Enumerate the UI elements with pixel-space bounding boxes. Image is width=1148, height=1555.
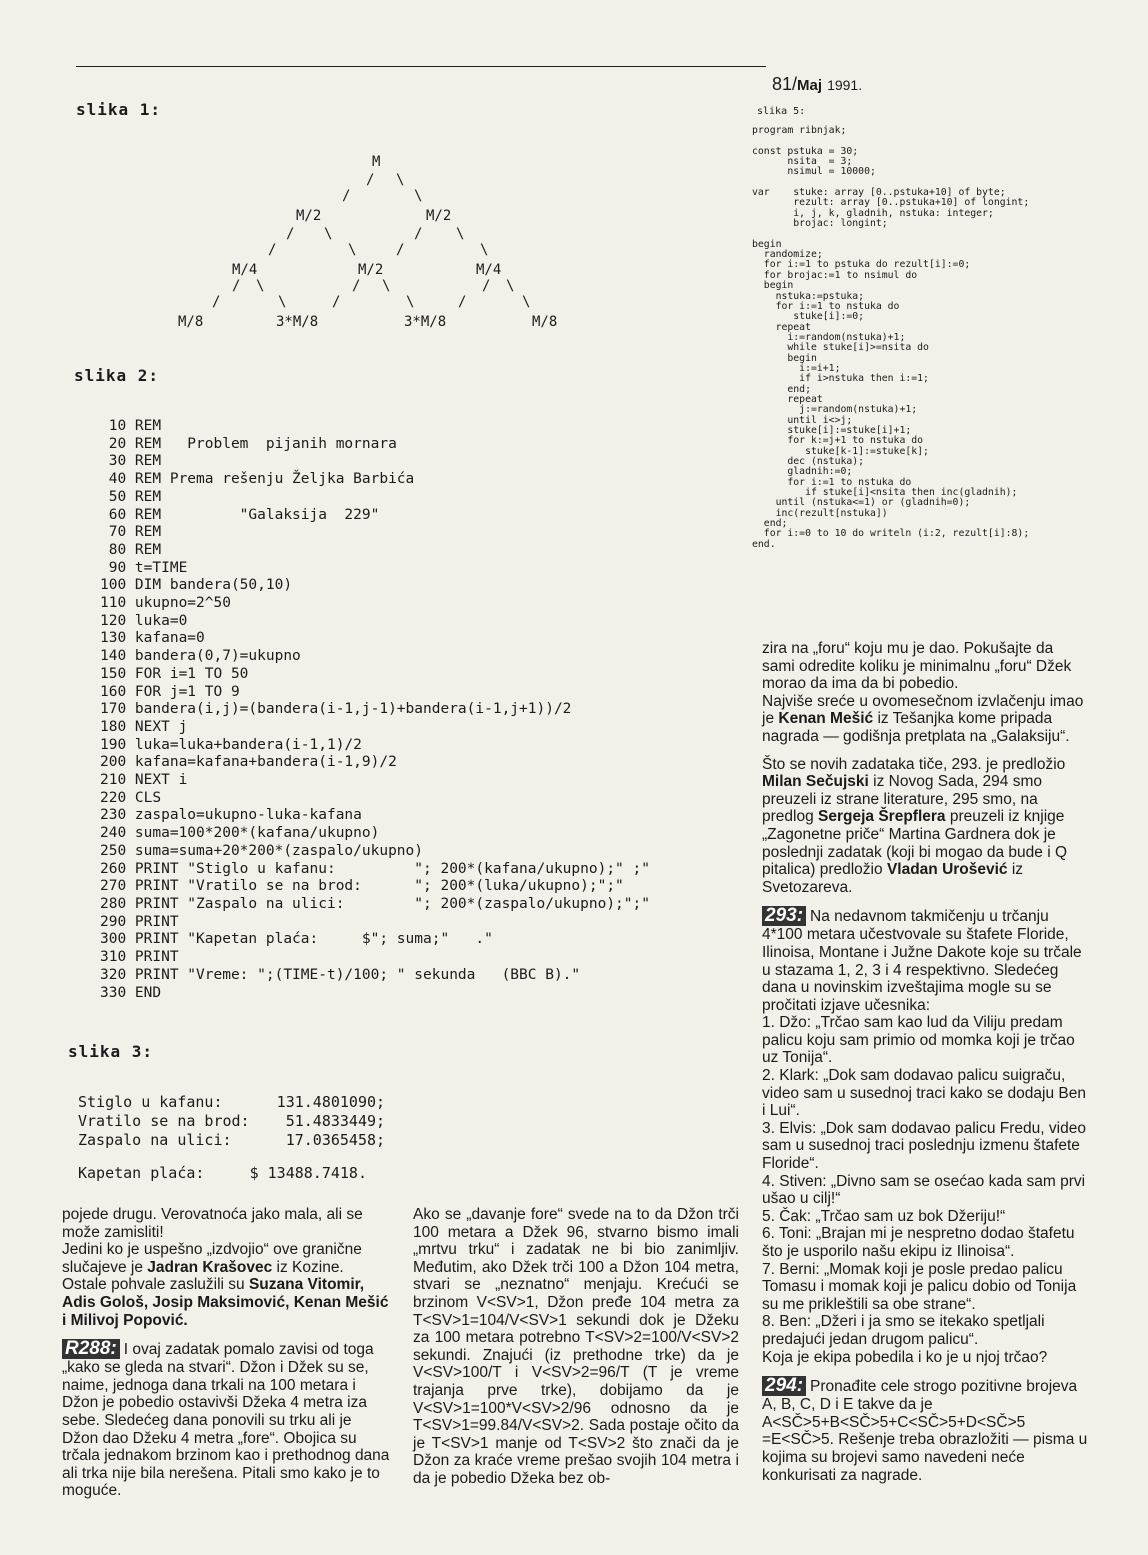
names-bold: Suzana Vitomir, Adis Gološ, Josip Maksimović, Kenan Mešić i Milivoj Popović. bbox=[62, 1276, 389, 1329]
code-line: 260 PRINT "Stiglo u kafanu: "; 200*(kafana/ukupno);" ;" bbox=[100, 860, 650, 877]
text: Pronađite cele strogo pozitivne brojeva A, B, C, D i E takve da je A<SČ>5+B<SČ>5+C<SČ>5+D<SČ>5 =E<SČ>5. Rešenje treba obrazložiti — pisma u kojima su brojevi samo navedeni neće konkurisati za nagrade. bbox=[762, 1378, 1088, 1484]
tree-edge: / bbox=[366, 172, 375, 188]
code-line: 130 kafana=0 bbox=[100, 630, 205, 647]
code-line: 50 REM bbox=[100, 488, 162, 505]
code-line: 320 PRINT "Vreme: ";(TIME-t)/100; " sekunda (BBC B)." bbox=[100, 966, 581, 983]
tree-node: 3*M/8 bbox=[276, 314, 319, 330]
tree-edge: \ bbox=[382, 278, 391, 294]
fig3-label: slika 3: bbox=[68, 1042, 154, 1061]
code-line: 110 ukupno=2^50 bbox=[100, 595, 231, 612]
tree-edge: / bbox=[458, 294, 467, 310]
left-column bbox=[62, 1206, 390, 1500]
tree-edge: / bbox=[482, 278, 491, 294]
code-line: 90 t=TIME bbox=[100, 559, 188, 576]
code-line: 70 REM bbox=[100, 524, 162, 541]
code-line: 60 REM "Galaksija 229" bbox=[100, 506, 380, 523]
result-row: Vratilo se na brod: 51.4833449; bbox=[78, 1112, 386, 1130]
code-line: 200 kafana=kafana+bandera(i-1,9)/2 bbox=[100, 754, 397, 771]
tree-edge: / bbox=[286, 226, 295, 242]
tree-edge: / bbox=[342, 188, 351, 204]
issue-separator: / bbox=[792, 74, 798, 94]
problem-tag: 293: bbox=[762, 906, 806, 926]
paragraph bbox=[62, 1241, 390, 1329]
code-line: 190 luka=luka+bandera(i-1,1)/2 bbox=[100, 736, 362, 753]
code-line: 80 REM bbox=[100, 541, 162, 558]
paragraph: pojede drugu. Verovatnoća jako mala, ali se može zamisliti! bbox=[62, 1206, 363, 1241]
code-line: 250 suma=suma+20*200*(zaspalo/ukupno) bbox=[100, 842, 424, 859]
tree-edge: \ bbox=[256, 278, 265, 294]
code-line: 140 bandera(0,7)=ukupno bbox=[100, 648, 301, 665]
paragraph bbox=[762, 906, 1089, 1014]
fig1-tree bbox=[170, 150, 590, 335]
pascal-listing: program ribnjak; const pstuka = 30; nsita = 3; nsimul = 10000; var stuke: array [0..pstuka+10] of byte; rezult: array [0..pstuka+10] of longint; i, j, k, gladnih, nstuka: integer; brojac: longint; begin randomize; for i:=1 to pstuka do rezult[i]:=0; for brojac:=1 to nsimul do begin nstuka:=pstuka; for i:=1 to nstuka do stuke[i]:=0; repeat i:=random(nstuka)+1; while stuke[i]>=nsita do begin i:=i+1; if i>nstuka then i:=1; end; repeat j:=random(nstuka)+1; until i<>j; stuke[i]:=stuke[i]+1; for k:=j+1 to nstuka do stuke[k-1]:=stuke[k]; dec (nstuka); gladnih:=0; for i:=1 to nstuka do if stuke[i]<nsita then inc(gladnih); until (nstuka<=1) or (gladnih=0); inc(rezult[nstuka]) end; for i:=0 to 10 do writeln (i:2, rezult[i]:8); end. bbox=[752, 125, 1030, 550]
tree-node: M/8 bbox=[178, 314, 204, 330]
right-column bbox=[762, 640, 1089, 1484]
tree-edge: / bbox=[396, 242, 405, 258]
tree-edge: \ bbox=[414, 188, 423, 204]
code-line: 270 PRINT "Vratilo se na brod: "; 200*(luka/ukupno);";" bbox=[100, 878, 624, 895]
list-item: 6. Toni: „Brajan mi je nespretno dodao štafetu što je usporilo našu ekipu iz Ilinoisa“. bbox=[762, 1225, 1075, 1260]
code-line: 230 zaspalo=ukupno-luka-kafana bbox=[100, 807, 362, 824]
problem-tag: 294: bbox=[762, 1376, 806, 1396]
tree-node: M bbox=[372, 154, 381, 170]
issue-year: 1991. bbox=[827, 77, 863, 93]
code-line: 220 CLS bbox=[100, 789, 162, 806]
issue-number: 81 bbox=[772, 74, 793, 94]
result-row: Zaspalo na ulici: 17.0365458; bbox=[78, 1131, 386, 1149]
name-bold: Jadran Krašovec bbox=[147, 1258, 273, 1276]
tree-node: M/2 bbox=[296, 208, 322, 224]
code-line: 240 suma=100*200*(kafana/ukupno) bbox=[100, 825, 380, 842]
tree-edge: \ bbox=[278, 294, 287, 310]
tree-edge: / bbox=[212, 294, 221, 310]
result-row: Stiglo u kafanu: 131.4801090; bbox=[78, 1093, 386, 1111]
text: Što se novih zadataka tiče, 293. je predložio bbox=[762, 755, 1066, 773]
fig2-label: slika 2: bbox=[74, 366, 160, 385]
text: I ovaj zadatak pomalo zavisi od toga „kako se gleda na stvari“. Džon i Džek su se, naime, jednoga dana trkali na 100 metara i Džon je pobedio ostavivši Džeka 4 metra iza sebe. Sledećeg dana ponovili su trku ali je Džon dao Džeku 4 metra „fore“. Obojica su trčala jednakom brzinom kao i prethodnog dana ali trka nije bila nerešena. Pitali smo kako je to moguće. bbox=[62, 1341, 390, 1500]
tree-edge: / bbox=[414, 226, 423, 242]
name-bold: Sergeja Šrepflera bbox=[818, 808, 946, 826]
code-line: 120 luka=0 bbox=[100, 612, 188, 629]
list-item: 2. Klark: „Dok sam dodavao palicu suigraču, video sam u susednoj traci kako se dodaju Ben i Lui“. bbox=[762, 1067, 1086, 1120]
text: Jedini ko je uspešno „izdvojio“ ove granične slučajeve je bbox=[62, 1241, 362, 1276]
text: iz Tešanjka kome pripada nagrada — godišnja pretplata na „Galaksiju“. bbox=[762, 710, 1070, 745]
middle-column bbox=[413, 1206, 739, 1488]
list-item: 8. Ben: „Džeri i ja smo se itekako spetljali predajući jedan drugom palicu“. bbox=[762, 1313, 1045, 1348]
code-line: 170 bandera(i,j)=(bandera(i-1,j-1)+bandera(i-1,j+1))/2 bbox=[100, 701, 572, 718]
tree-edge: / bbox=[232, 278, 241, 294]
tree-edge: \ bbox=[406, 294, 415, 310]
tree-node: 3*M/8 bbox=[404, 314, 447, 330]
name-bold: Kenan Mešić bbox=[778, 710, 874, 728]
paragraph: Ako se „davanje fore“ svede na to da Džon trči 100 metara a Džek 96, stvarno bismo imali „mrtvu trku“ i zadatak ne bi bio zanimljiv. Međutim, ako Džek trči 100 a Džon 104 metra, stvari se „neznatno“ menjaju. Krećući se brzinom V<SV>1, Džon pređe 104 metra za T<SV>1=104/V<SV>1 sekundi dok je Džeku za 100 metara potrebno T<SV>2=100/V<SV>2 sekundi. Znajući (iz prethodne trke) da je V<SV>100/T i V<SV>2=96/T (T je vreme trajanja prve trke), dobijamo da je V<SV>1=100*V<SV>2/96 odnosno da je T<SV>1=99.84/V<SV>2. Sada postaje očito da je T<SV>1 manje od T<SV>2 što znači da je Džon za kraće vreme prešao svojih 104 metra i da je pobedio Džeka bez ob- bbox=[413, 1206, 739, 1487]
tree-edge: \ bbox=[506, 278, 515, 294]
results-block bbox=[78, 1093, 385, 1150]
paragraph: zira na „foru“ koju mu je dao. Pokušajte da sami odredite koliku je minimalnu „foru“ Džek morao da ima da bi pobedio. bbox=[762, 640, 1072, 693]
code-line: 40 REM Prema rešenju Željka Barbića bbox=[100, 471, 415, 488]
tree-edge: \ bbox=[480, 242, 489, 258]
basic-listing bbox=[100, 418, 650, 1002]
tree-edge: / bbox=[268, 242, 277, 258]
text: preuzeli iz knjige „Zagonetne priče“ Martina Gardnera dok je poslednji zadatak (koji bi mogao da bude i Q pitalica) predložio bbox=[762, 808, 1068, 879]
captain-result: Kapetan plaća: $ 13488.7418. bbox=[78, 1164, 367, 1182]
issue-month: Maj bbox=[797, 77, 823, 94]
tree-edge: \ bbox=[522, 294, 531, 310]
code-line: 180 NEXT j bbox=[100, 718, 188, 735]
tree-node: M/2 bbox=[426, 208, 452, 224]
list-item: 7. Berni: „Momak koji je posle predao palicu Tomasu i momak koji je palicu dobio od Tonija su me prikleštili sa obe strane“. bbox=[762, 1260, 1077, 1313]
question: Koja je ekipa pobedila i ko je u njoj trčao? bbox=[762, 1348, 1048, 1366]
code-line: 210 NEXT i bbox=[100, 772, 188, 789]
text: iz Kozine. Ostale pohvale zaslužili su bbox=[62, 1258, 344, 1294]
list-item: 4. Stiven: „Divno sam se osećao kada sam prvi ušao u cilj!“ bbox=[762, 1172, 1086, 1208]
code-line: 100 DIM bandera(50,10) bbox=[100, 577, 293, 594]
tree-node: M/2 bbox=[358, 262, 384, 278]
code-line: 300 PRINT "Kapetan plaća: $"; suma;" ." bbox=[100, 931, 493, 948]
code-line: 290 PRINT bbox=[100, 913, 179, 930]
tree-edge: / bbox=[332, 294, 341, 310]
code-line: 10 REM bbox=[100, 418, 162, 434]
paragraph bbox=[762, 1376, 1089, 1484]
list-item: 1. Džo: „Trčao sam kao lud da Viliju predam palicu koju sam primio od momka koji je trčao uz Tonija“. bbox=[762, 1014, 1075, 1067]
top-rule bbox=[76, 66, 766, 67]
list-item: 3. Elvis: „Dok sam dodavao palicu Fredu, video sam u susednoj traci poslednju izmenu štafete Floride“. bbox=[762, 1119, 1086, 1173]
tree-node: M/4 bbox=[476, 262, 502, 278]
code-line: 20 REM Problem pijanih mornara bbox=[100, 435, 397, 452]
tree-edge: / bbox=[352, 278, 361, 294]
code-line: 30 REM bbox=[100, 453, 162, 470]
page-header bbox=[772, 74, 862, 95]
tree-edge: \ bbox=[348, 242, 357, 258]
tree-edge: \ bbox=[456, 226, 465, 242]
fig1-label: slika 1: bbox=[76, 100, 162, 119]
tree-edge: \ bbox=[324, 226, 333, 242]
fig5-label: slika 5: bbox=[757, 106, 806, 117]
text: Na nedavnom takmičenju u trčanju 4*100 metara učestvovale su štafete Floride, Ilinoisa, Montane i Južne Dakote koje su trčale u stazama 1, 2, 3 i 4 respektivno. Sledećeg dana u novinskim izveštajima mogle su se pročitati izjave učesnika: bbox=[762, 908, 1082, 1014]
tree-edge: \ bbox=[396, 172, 405, 188]
paragraph bbox=[762, 693, 1089, 746]
code-line: 160 FOR j=1 TO 9 bbox=[100, 683, 240, 700]
name-bold: Vladan Urošević bbox=[886, 861, 1008, 879]
text: iz Svetozareva. bbox=[762, 861, 1024, 896]
paragraph bbox=[762, 756, 1089, 897]
list-item: 5. Čak: „Trčao sam uz bok Džeriju!“ bbox=[762, 1207, 1006, 1225]
code-line: 330 END bbox=[100, 984, 162, 1001]
code-line: 280 PRINT "Zaspalo na ulici: "; 200*(zaspalo/ukupno);";" bbox=[100, 895, 650, 912]
name-bold: Milan Sečujski bbox=[762, 773, 869, 791]
text: Najviše sreće u ovomesečnom izvlačenju imao je bbox=[762, 692, 1084, 728]
code-line: 310 PRINT bbox=[100, 949, 179, 966]
tree-node: M/4 bbox=[232, 262, 258, 278]
problem-tag: R288: bbox=[62, 1339, 120, 1359]
paragraph bbox=[62, 1339, 390, 1500]
code-line: 150 FOR i=1 TO 50 bbox=[100, 665, 249, 682]
tree-node: M/8 bbox=[532, 314, 558, 330]
text: iz Novog Sada, 294 smo preuzeli iz strane literature, 295 smo, na predlog bbox=[762, 773, 1043, 826]
